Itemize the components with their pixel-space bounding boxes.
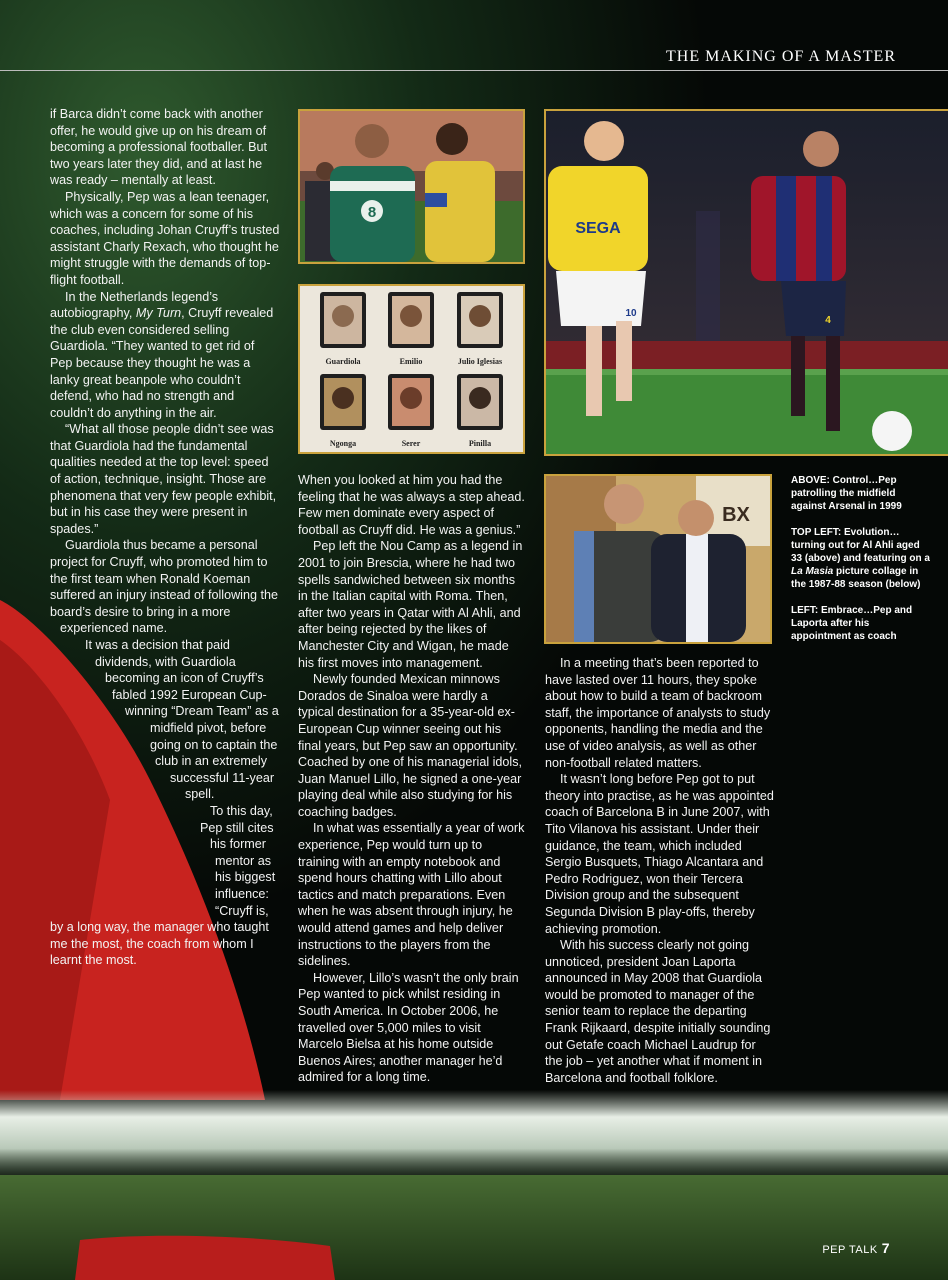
article-column-2	[298, 472, 526, 1086]
col1-paragraph: “What all those people didn’t see was that Guardiola had the fundamental qualities needed at the top level: speed of action, technique, insight. Those are phenomena that very few people exhibit, but in his case they were present in spades.”	[50, 422, 277, 536]
page-number: 7	[881, 1240, 890, 1256]
col1-paragraph: In the Netherlands legend’s autobiography, My Turn, Cruyff revealed the club even considered selling Guardiola. “They wanted to get rid of Pep because they thought he was a lanky great beanpole who couldn’t defend, who had no strength and couldn’t do anything in the air.	[50, 289, 274, 420]
shirt-sponsor: SEGA	[575, 220, 621, 237]
caption-top-left: TOP LEFT: Evolution… turning out for Al Ahli aged 33 (above) and featuring on a La Masia picture collage in the 1987-88 season (below)	[791, 527, 930, 590]
sign-text: BX	[722, 504, 750, 526]
photo-al-ahli	[298, 109, 525, 264]
caption-left: LEFT: Embrace…Pep and Laporta after his appointment as coach	[791, 605, 913, 642]
collage-name: Pinilla	[468, 439, 492, 448]
caption-above: ABOVE: Control…Pep patrolling the midfield against Arsenal in 1999	[791, 475, 902, 512]
shirt-number: 8	[367, 204, 377, 221]
col3-paragraph: It wasn’t long before Pep got to put theory into practise, as he was appointed coach of Barcelona B in June 2007, with Tito Vilanova his assistant. Under their guidance, the team, which included Sergio Busquets, Thiago Alcantara and Pedro Rodriguez, won their Tercera Division group and the subsequent Segunda Division B play-offs, thereby achieving promotion.	[545, 772, 774, 936]
col3-paragraph: With his success clearly not going unnoticed, president Joan Laporta announced in May 2008 that Guardiola would be promoted to manager of the senior team to replace the departing Frank Rijkaard, despite initially sounding out Getafe coach Michael Laudrup for the job – yet another what if moment in Barcelona and football folklore.	[545, 938, 771, 1085]
collage-name: Ngonga	[329, 439, 357, 448]
article-column-1	[50, 106, 280, 969]
col2-paragraph: In what was essentially a year of work experience, Pep would turn up to training with an empty notebook and spend hours chatting with Lillo about tactics and match preparations. Even when he was absent through injury, he would attend games and help deliver instructions to the players from the sidelines.	[298, 821, 525, 969]
article-column-3	[545, 655, 775, 1086]
col2-paragraph: When you looked at him you had the feeling that he was always a step ahead. Few men dominate every aspect of football as Cruyff did. He was a genius.”	[298, 473, 525, 537]
photo-laporta-embrace	[544, 474, 772, 644]
col1-paragraph: Physically, Pep was a lean teenager, which was a concern for some of his coaches, including Johan Cruyff’s trusted assistant Charly Rexach, who thought he might struggle with the demands of top-flight football.	[50, 189, 280, 287]
header-divider	[0, 70, 948, 71]
collage-name: Guardiola	[325, 357, 361, 366]
col2-paragraph: Newly founded Mexican minnows Dorados de Sinaloa were hardly a typical destination for a 35-year-old ex-European Cup winner seeing out his final years, but Pep saw an opportunity. Coached by one of his managerial idols, Juan Manuel Lillo, he signed a one-year playing deal while also studying for his coaching badges.	[298, 672, 523, 819]
col1-paragraph: To this day, Pep still cites his former mentor as his biggest influence: “Cruyff is, by a long way, the manager who taught me the most, the coach from whom I learnt the most.	[50, 803, 276, 968]
photo-captions	[791, 474, 931, 656]
col1-paragraph: Guardiola thus became a personal project for Cruyff, who promoted him to the first team when Ronald Koeman suffered an injury instead of following the board’s desire to bring in a more experienced name.	[50, 538, 278, 636]
page-footer	[822, 1240, 890, 1256]
collage-name: Serer	[401, 439, 421, 448]
col1-paragraph: if Barca didn’t come back with another offer, he would give up on his dream of becoming a professional footballer. But two years later they did, and at last he was ready – mentally at least.	[50, 107, 268, 188]
shorts-number: 4	[825, 315, 831, 326]
col2-paragraph: Pep left the Nou Camp as a legend in 2001 to join Brescia, where he had two spells sandwiched between six months in the Italian capital with Roma. Then, after two years in Qatar with Al Ahli, and after being rejected by the likes of Manchester City and Wigan, he made his first moves into management.	[298, 539, 523, 670]
collage-name: Emilio	[399, 357, 423, 366]
shorts-number: 10	[625, 308, 637, 319]
col2-paragraph: However, Lillo’s wasn’t the only brain Pep wanted to pick whilst residing in South America. In October 2006, he travelled over 5,000 miles to visit Marcelo Bielsa at his home outside Buenos Aires; another manager he’d admired for a long time.	[298, 970, 519, 1085]
col3-paragraph: In a meeting that’s been reported to have lasted over 11 hours, they spoke about how to build a team of backroom staff, the importance of analysts to study opponents, handling the media and the use of video analysis, as well as other non-football related matters.	[545, 656, 771, 770]
photo-la-masia-collage	[298, 284, 525, 454]
collage-name: Julio Iglesias	[457, 357, 503, 366]
col1-paragraph: It was a decision that paid dividends, with Guardiola becoming an icon of Cruyff’s fabled 1992 European Cup-winning “Dream Team” as a midfield pivot, before going on to captain the club in an extremely successful 11-year spell.	[85, 638, 279, 802]
section-title: THE MAKING OF A MASTER	[665, 48, 896, 65]
magazine-name: PEP TALK	[822, 1244, 878, 1256]
photo-arsenal-match	[544, 109, 948, 456]
